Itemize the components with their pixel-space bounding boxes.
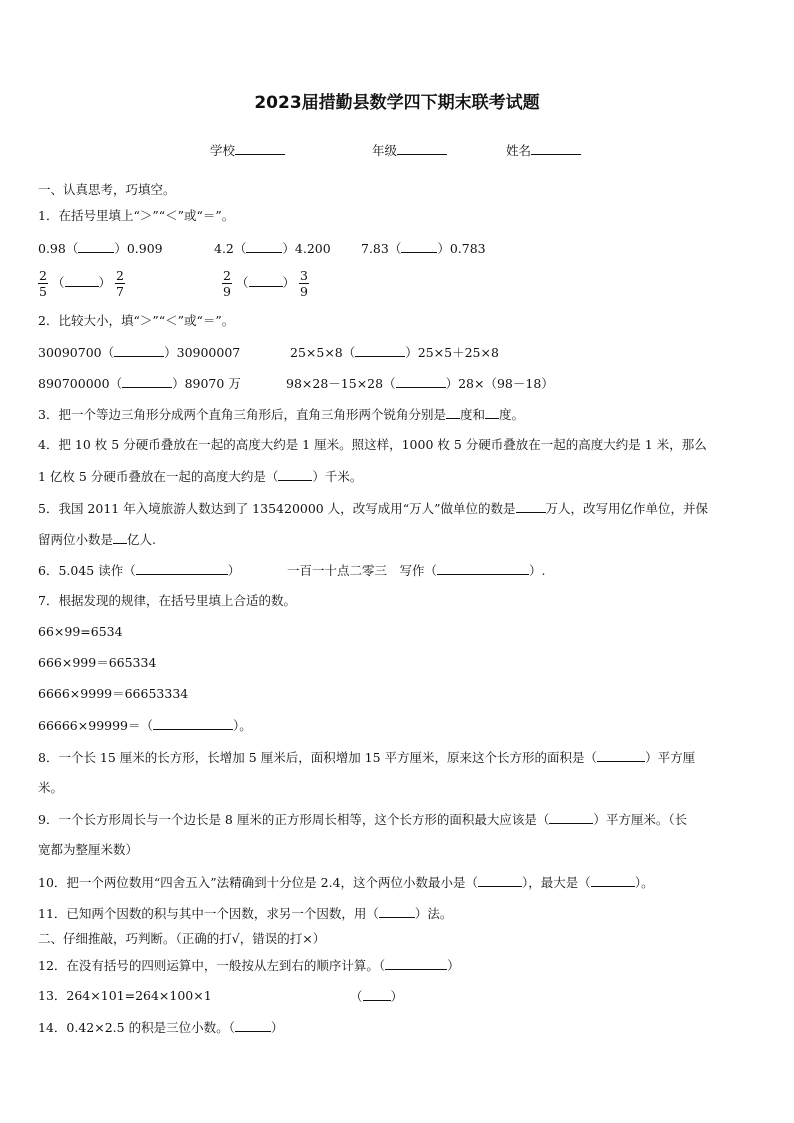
- q3-answer-1[interactable]: [446, 406, 460, 419]
- q10-text: 10．把一个两位数用“四舍五入”法精确到十分位是 2.4，这个两位小数最小是（ ），最大是（ ）。: [38, 875, 654, 890]
- q13-answer[interactable]: [363, 988, 391, 1001]
- q5-answer-1[interactable]: [516, 500, 546, 513]
- fraction-2-9: $\frac{2}{9}$: [223, 268, 231, 299]
- grade-label: 年级: [372, 143, 398, 158]
- q8-line1: 8．一个长 15 厘米的长方形，长增加 5 厘米后，面积增加 15 平方厘米，原来这个长方形的面积是（ ）平方厘: [38, 750, 696, 765]
- q2-item-d: 98×28－15×28（ ）28×（98－18）: [286, 376, 554, 391]
- q4-answer[interactable]: [278, 468, 312, 481]
- q1-item-e: $\frac{2}{9}$ （ ） $\frac{3}{9}$: [223, 268, 308, 299]
- q2-b-answer[interactable]: [355, 344, 405, 357]
- q7-text: 7．根据发现的规律，在括号里填上合适的数。: [38, 593, 296, 608]
- q7-pattern-3: 6666×9999＝66653334: [38, 686, 189, 701]
- q2-item-a: 30090700（ ）30900007: [38, 345, 241, 360]
- school-blank[interactable]: [235, 141, 285, 155]
- q1-d-answer[interactable]: [65, 274, 99, 287]
- q3-answer-2[interactable]: [485, 406, 499, 419]
- q1-item-d: $\frac{2}{5}$ （ ） $\frac{2}{7}$: [39, 268, 124, 299]
- q1-item-c: 7.83（ ）0.783: [361, 241, 486, 256]
- q2-item-b: 25×5×8（ ）25×5＋25×8: [290, 345, 499, 360]
- fraction-3-9: $\frac{3}{9}$: [300, 268, 308, 299]
- q7-answer[interactable]: [153, 717, 233, 730]
- q1-c-answer[interactable]: [401, 240, 437, 253]
- q7-pattern-2: 666×999＝665334: [38, 655, 157, 670]
- q5-answer-2[interactable]: [113, 531, 127, 544]
- grade-field[interactable]: [372, 141, 447, 159]
- q9-line1: 9．一个长方形周长与一个边长是 8 厘米的正方形周长相等，这个长方形的面积最大应该是（ ）平方厘米。（长: [38, 812, 688, 827]
- q5-line1: 5．我国 2011 年入境旅游人数达到了 135420000 人，改写成用“万人”做单位的数是 万人，改写用亿作单位，并保: [38, 501, 709, 516]
- q8-answer[interactable]: [597, 749, 645, 762]
- q3-text: 3．把一个等边三角形分成两个直角三角形后，直角三角形两个锐角分别是 度和 度。: [38, 407, 524, 422]
- q12-answer[interactable]: [385, 957, 447, 970]
- q10-answer-min[interactable]: [478, 874, 522, 887]
- q14-answer[interactable]: [235, 1019, 271, 1032]
- q7-pattern-1: 66×99=6534: [38, 624, 123, 639]
- q5-line2: 留两位小数是 亿人.: [38, 532, 156, 547]
- q2-a-answer[interactable]: [114, 344, 164, 357]
- q2-item-c: 890700000（ ）89070 万: [38, 376, 241, 391]
- school-label: 学校: [210, 143, 236, 158]
- q1-text: 1．在括号里填上“＞”“＜”或“＝”。: [38, 208, 235, 223]
- q1-item-a: 0.98（ ）0.909: [38, 241, 163, 256]
- q8-line2: 米。: [38, 780, 64, 795]
- grade-blank[interactable]: [397, 141, 447, 155]
- q14-text: 14．0.42×2.5 的积是三位小数。（ ）: [38, 1020, 284, 1035]
- q6-part-b: 一百一十点二零三 写作（ ）.: [287, 563, 546, 578]
- q2-c-answer[interactable]: [122, 375, 172, 388]
- q6-part-a: 6．5.045 读作（ ）: [38, 563, 241, 578]
- section-2-heading: 二、仔细推敲，巧判断。（正确的打√，错误的打×）: [38, 931, 326, 946]
- fraction-2-5: $\frac{2}{5}$: [39, 268, 47, 299]
- q13-judge: （ ）: [350, 989, 404, 1004]
- name-blank[interactable]: [531, 141, 581, 155]
- q9-answer[interactable]: [549, 811, 593, 824]
- q12-text: 12．在没有括号的四则运算中，一般按从左到右的顺序计算。（ ）: [38, 958, 460, 973]
- q2-d-answer[interactable]: [396, 375, 446, 388]
- q10-answer-max[interactable]: [591, 874, 635, 887]
- q1-e-answer[interactable]: [249, 274, 283, 287]
- section-1-heading: 一、认真思考，巧填空。: [38, 182, 176, 197]
- q13-text: 13．264×101=264×100×1: [38, 988, 212, 1003]
- q6-answer-a[interactable]: [136, 562, 228, 575]
- name-field[interactable]: [506, 141, 581, 159]
- q1-item-b: 4.2（ ）4.200: [214, 241, 331, 256]
- name-label: 姓名: [506, 143, 532, 158]
- q2-text: 2．比较大小，填“＞”“＜”或“＝”。: [38, 313, 235, 328]
- q7-pattern-4: 66666×99999＝（ ）。: [38, 718, 252, 733]
- q11-text: 11．已知两个因数的积与其中一个因数，求另一个因数，用（ ）法。: [38, 906, 453, 921]
- q4-line1: 4．把 10 枚 5 分硬币叠放在一起的高度大约是 1 厘米。照这样，1000 枚 5 分硬币叠放在一起的高度大约是 1 米，那么: [38, 437, 707, 452]
- q11-answer[interactable]: [379, 905, 415, 918]
- school-field[interactable]: [210, 141, 285, 159]
- q9-line2: 宽都为整厘米数）: [38, 842, 139, 857]
- q1-a-answer[interactable]: [78, 240, 114, 253]
- fraction-2-7: $\frac{2}{7}$: [116, 268, 124, 299]
- q1-b-answer[interactable]: [246, 240, 282, 253]
- q4-line2: 1 亿枚 5 分硬币叠放在一起的高度大约是（ ）千米。: [38, 469, 363, 484]
- page-title: 2023届措勤县数学四下期末联考试题: [254, 93, 540, 113]
- q6-answer-b[interactable]: [437, 562, 529, 575]
